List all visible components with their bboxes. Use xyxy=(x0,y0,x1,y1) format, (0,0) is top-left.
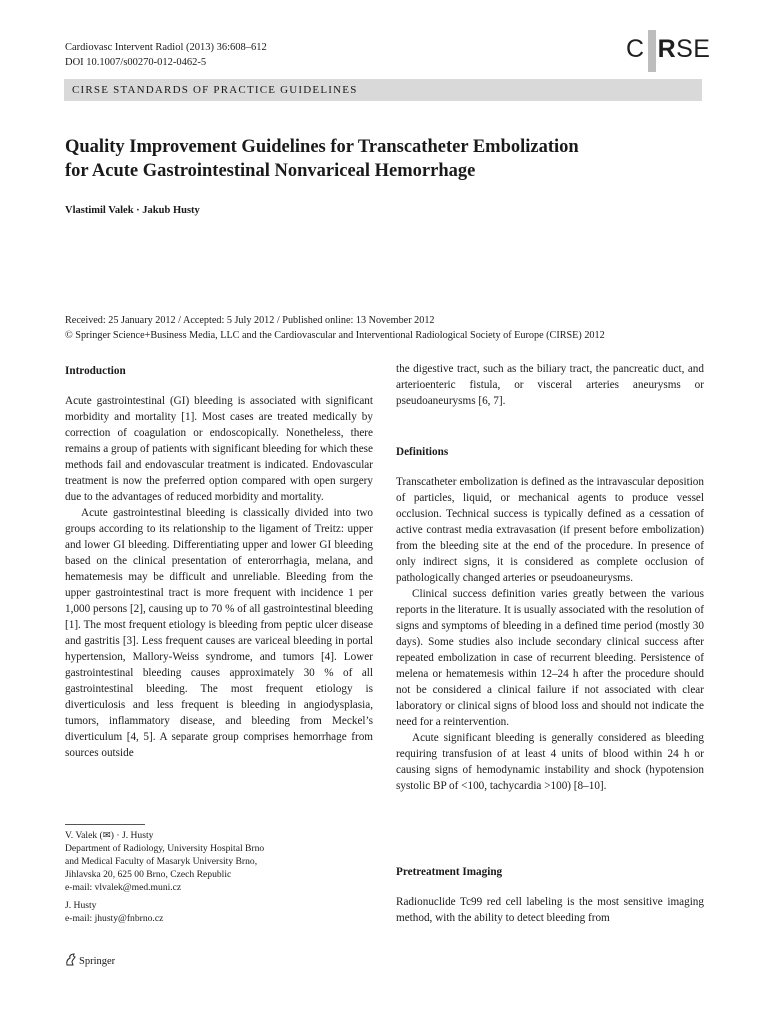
footnote-divider xyxy=(65,824,145,825)
paragraph: the digestive tract, such as the biliary tract, the pancreatic duct, and arterioenteric fistula, or visceral arteries aneurysms or pseudoaneurysms [6, 7]. xyxy=(396,363,704,407)
logo-bar xyxy=(648,30,656,72)
authors: Vlastimil Valek · Jakub Husty xyxy=(65,205,200,216)
paragraph: Clinical success definition varies greatly between the various reports in the literature. It is usually associated with the resolution of signs and symptoms of bleeding in a defined time period (mostly 30 days). Some studies also include secondary clinical success after repeated embolization in case of recurrent bleeding. Persistence of melena or hematemesis within 12–24 h after the procedure should not be considered a clinical failure if not associated with clear laboratory or clinical signs of blood loss and should not indicate the need for a reintervention. xyxy=(396,588,704,728)
springer-horse-icon xyxy=(65,953,76,966)
introduction-continued xyxy=(396,361,704,409)
publisher-mark: Springer xyxy=(65,953,115,967)
paragraph: Transcatheter embolization is defined as the intravascular deposition of particles, liquid, or mechanical agents to produce vessel occlusion. Technical success is typically defined as a cessation of active contrast media extravasation (if present before embolization) from the bleeding site at the end of the procedure. In presence of only indirect signs, it is considered as complete occlusion of pathologically changed arteries or pseudoaneurysms. xyxy=(396,476,704,584)
copyright-line: © Springer Science+Business Media, LLC and the Cardiovascular and Interventional Radiological Society of Europe (CIRSE) 2012 xyxy=(65,330,605,341)
paragraph: Acute gastrointestinal bleeding is classically divided into two groups according to its relationship to the ligament of Treitz: upper and lower GI bleeding. Differentiating upper and lower GI bleeding based on the clinical presentation of enterorrhagia, melana, and hematemesis may be difficult and unreliable. Bleeding from the upper gastrointestinal tract is more frequent with incidence 1 per 1,000 persons [2], causing up to 70 % of all gastrointestinal bleeding [1]. The most frequent etiology is bleeding from peptic ulcer disease and gastritis [3]. Less frequent causes are variceal bleeding in portal hypertension, Mallory-Weiss syndrome, and tumors [4]. Lower gastrointestinal bleeding causes approximately 30 % of all gastrointestinal bleeding. The most frequent etiology is diverticulosis and less frequent is bleeding in angiodysplasia, tumors, inflammatory disease, and bleeding from Meckel’s diverticulum [4, 5]. A separate group comprises hemorrhage from sources outside xyxy=(65,507,373,759)
paragraph: Radionuclide Tc99 red cell labeling is the most sensitive imaging method, with the ability to detect bleeding from xyxy=(396,896,704,924)
author-affiliation: V. Valek (✉) · J. Husty Department of Radiology, University Hospital Brno and Medical Faculty of Masaryk University Brno, Jihlavska 20, 625 00 Brno, Czech Republic e-mail: vlvalek@med.muni.cz J. Husty e-mail: jhusty@fnbrno.cz xyxy=(65,829,365,925)
email-link[interactable]: e-mail: vlvalek@med.muni.cz xyxy=(65,882,182,893)
doi: DOI 10.1007/s00270-012-0462-5 xyxy=(65,57,207,68)
introduction-heading: Introduction xyxy=(65,365,126,377)
article-title: Quality Improvement Guidelines for Transcatheter Embolization for Acute Gastrointestinal Nonvariceal Hemorrhage xyxy=(65,137,579,181)
paragraph: Acute significant bleeding is generally considered as bleeding requiring transfusion of at least 4 units of blood within 24 h or causing signs of hemodynamic instability and shock (hypotension systolic BP of <100, tachycardia >100) [8–10]. xyxy=(396,732,704,792)
paragraph: Acute gastrointestinal (GI) bleeding is associated with significant morbidity and mortality [1]. Most cases are treated medically by correction of coagulation or endoscopically. Nonetheless, there remains a group of patients with significant bleeding for which these methods fail and endovascular treatment is indicated. Endovascular treatment is now the preferred option compared with open surgery due to the advantages of reduced morbidity and mortality. xyxy=(65,395,373,503)
pretreatment-body xyxy=(396,894,704,926)
dates-line: Received: 25 January 2012 / Accepted: 5 July 2012 / Published online: 13 November 2012 xyxy=(65,315,435,326)
journal-reference: Cardiovasc Intervent Radiol (2013) 36:608–612 xyxy=(65,42,267,53)
introduction-body xyxy=(65,393,373,761)
email-link[interactable]: e-mail: jhusty@fnbrno.cz xyxy=(65,913,164,924)
publication-history xyxy=(65,313,715,343)
definitions-heading: Definitions xyxy=(396,446,449,458)
section-banner: CIRSE STANDARDS OF PRACTICE GUIDELINES xyxy=(64,79,702,101)
cirse-logo: C RSE xyxy=(626,30,710,70)
definitions-body xyxy=(396,474,704,794)
journal-citation xyxy=(65,40,267,70)
pretreatment-heading: Pretreatment Imaging xyxy=(396,866,503,878)
